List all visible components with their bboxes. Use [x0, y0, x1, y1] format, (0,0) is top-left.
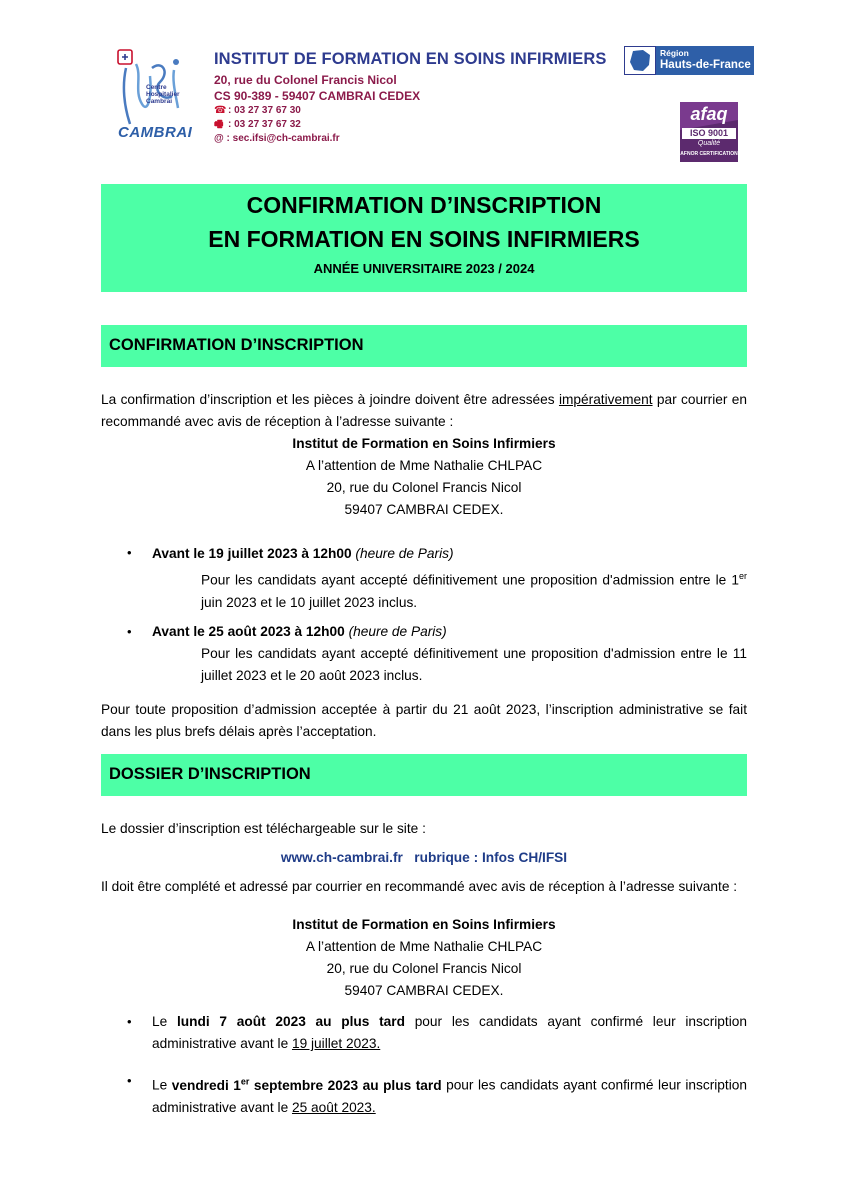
fax-icon: 🖷 [214, 119, 224, 130]
institute-name: INSTITUT DE FORMATION EN SOINS INFIRMIERS [214, 50, 607, 68]
institute-fax: 🖷 : 03 27 37 67 32 [214, 119, 301, 130]
section2-address [101, 914, 747, 1002]
deadline1-text: Pour les candidats ayant accepté définitivement une proposition d'admission entre le 1er juin 2023 et le 10 juillet 2023 inclus. [201, 571, 747, 610]
title-year: ANNÉE UNIVERSITAIRE 2023 / 2024 [313, 261, 535, 276]
bullet-icon: • [127, 1073, 132, 1088]
afaq-iso: ISO 9001 [682, 128, 736, 139]
afaq-quality: Qualité [697, 140, 721, 147]
dossier-deadline1: Le lundi 7 août 2023 au plus tard pour les candidats ayant confirmé leur inscription administrative avant le 19 juillet 2023. [152, 1014, 747, 1051]
deadline1-title: Avant le 19 juillet 2023 à 12h00 (heure de Paris) [152, 546, 454, 561]
ifsi-logo [112, 46, 204, 146]
website-link[interactable]: www.ch-cambrai.fr [280, 850, 403, 865]
institute-email: @ : sec.ifsi@ch-cambrai.fr [214, 133, 340, 144]
institute-address2: CS 90-389 - 59407 CAMBRAI CEDEX [214, 89, 421, 103]
institute-info [214, 50, 624, 146]
bullet-icon: • [127, 624, 132, 639]
address-name: Institut de Formation en Soins Infirmiers [292, 436, 556, 451]
afaq-cert: AFNOR CERTIFICATION [680, 151, 738, 157]
section-dossier-heading: DOSSIER D’INSCRIPTION [101, 754, 747, 796]
section2-para: Il doit être complété et adressé par courrier en recommandé avec avis de réception à l’adresse suivante : [101, 879, 738, 894]
address-street: 20, rue du Colonel Francis Nicol [326, 961, 522, 976]
address-city: 59407 CAMBRAI CEDEX. [344, 983, 504, 998]
website-line [101, 847, 747, 869]
institute-address1: 20, rue du Colonel Francis Nicol [214, 73, 397, 87]
website-rubric: rubrique : Infos CH/IFSI [414, 850, 568, 865]
phone-icon: ☎ [214, 105, 227, 116]
region-logo [624, 46, 754, 75]
bullet-icon: • [127, 1014, 132, 1029]
title-line2: EN FORMATION EN SOINS INFIRMIERS [208, 226, 640, 252]
bullet-icon: • [127, 545, 132, 560]
deadline2-text: Pour les candidats ayant accepté définitivement une proposition d'admission entre le 11 juillet 2023 et le 20 août 2023 inclus. [201, 646, 747, 683]
address-attention: A l’attention de Mme Nathalie CHLPAC [305, 939, 543, 954]
region-small: Région [660, 48, 689, 58]
section-confirmation-heading: CONFIRMATION D’INSCRIPTION [101, 325, 747, 367]
section1-intro: La confirmation d’inscription et les pièces à joindre doivent être adressées impérativement par courrier en recommandé avec avis de réception à l’adresse suivante : [101, 392, 748, 429]
title-line1: CONFIRMATION D’INSCRIPTION [246, 192, 602, 218]
institute-phone: ☎ : 03 27 37 67 30 [214, 105, 301, 116]
deadline2-title: Avant le 25 août 2023 à 12h00 (heure de Paris) [152, 624, 447, 639]
address-street: 20, rue du Colonel Francis Nicol [326, 480, 522, 495]
afaq-brand: afaq [690, 104, 728, 124]
section1-footer: Pour toute proposition d’admission acceptée à partir du 21 août 2023, l’inscription administrative se fait dans les plus brefs délais après l’acceptation. [101, 702, 747, 739]
address-city: 59407 CAMBRAI CEDEX. [344, 502, 504, 517]
section2-intro: Le dossier d’inscription est téléchargeable sur le site : [101, 821, 426, 836]
address-name: Institut de Formation en Soins Infirmiers [292, 917, 556, 932]
afaq-logo [676, 100, 742, 164]
france-map-icon [624, 46, 656, 75]
address-attention: A l’attention de Mme Nathalie CHLPAC [305, 458, 543, 473]
region-name: Hauts-de-France [660, 59, 751, 71]
dossier-deadline2: Le vendredi 1er septembre 2023 au plus tard pour les candidats ayant confirmé leur inscription administrative avant le 25 août 2023. [152, 1076, 747, 1115]
logo-subtitle: Centre Hospitalier Cambrai [146, 84, 180, 105]
title-box [101, 184, 747, 292]
section1-address [101, 433, 747, 521]
logo-city: CAMBRAI [118, 124, 193, 141]
